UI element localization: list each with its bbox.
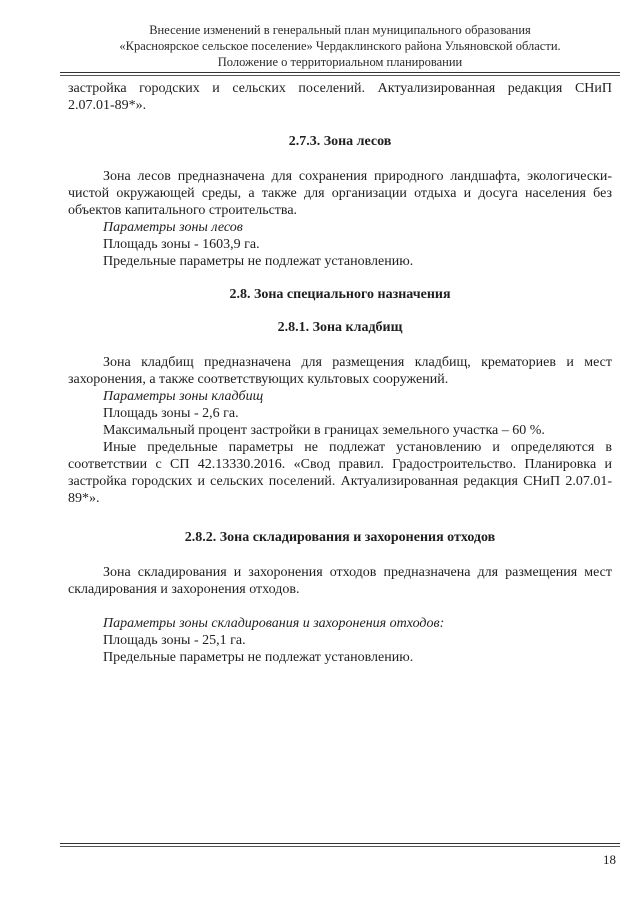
- page-header: [60, 22, 620, 70]
- page-number: 18: [603, 852, 616, 867]
- waste-limits: Предельные параметры не подлежат установлению.: [103, 650, 414, 665]
- cemetery-area: Площадь зоны - 2,6 га.: [103, 406, 239, 421]
- cemetery-heading: 2.8.1. Зона кладбищ: [277, 320, 403, 335]
- forest-text: Зона лесов предназначена для сохранения природного ландшафта, экологически-чистой окружающей среды, а также для организации отдыха и досуга населения без объектов капитального строительства.: [68, 169, 612, 218]
- cemetery-text: Зона кладбищ предназначена для размещения кладбищ, крематориев и мест захоронения, а также соответствующих культовых сооружений.: [68, 355, 612, 387]
- intro-paragraph: [68, 80, 612, 114]
- header-rule: [60, 72, 620, 73]
- forest-limits: Предельные параметры не подлежат установлению.: [103, 254, 414, 269]
- cemetery-section: [68, 354, 612, 507]
- cemetery-other: Иные предельные параметры не подлежат установлению и определяются в соответствии с СП 42.13330.2016. «Свод правил. Градостроительство. Планировка и застройка городских и сельских поселений. Актуализированная редакция СНиП 2.07.01-89*».: [68, 440, 612, 506]
- cemetery-max-percent: Максимальный процент застройки в границах земельного участка – 60 %.: [103, 423, 545, 438]
- intro-line-2: 2.07.01-89*».: [68, 98, 147, 113]
- waste-section: [68, 564, 612, 666]
- header-line-3: Положение о территориальном планировании: [217, 55, 463, 69]
- forest-params-title: Параметры зоны лесов: [103, 220, 243, 235]
- footer-rule: [60, 843, 620, 844]
- waste-heading: 2.8.2. Зона складирования и захоронения отходов: [184, 530, 496, 545]
- special-heading: 2.8. Зона специального назначения: [229, 287, 451, 302]
- waste-text: Зона складирования и захоронения отходов предназначена для размещения мест складирования и захоронения отходов.: [68, 565, 612, 597]
- cemetery-params-title: Параметры зоны кладбищ: [103, 389, 264, 404]
- forest-section: [68, 168, 612, 270]
- header-rule-thin: [60, 75, 620, 76]
- header-line-2: «Красноярское сельское поселение» Чердаклинского района Ульяновской области.: [119, 39, 561, 53]
- footer-rule-thin: [60, 846, 620, 847]
- intro-line-1: застройка городских и сельских поселений. Актуализированная редакция СНиП: [68, 81, 612, 96]
- waste-params-title: Параметры зоны складирования и захоронения отходов:: [103, 616, 445, 631]
- waste-area: Площадь зоны - 25,1 га.: [103, 633, 246, 648]
- header-line-1: Внесение изменений в генеральный план муниципального образования: [149, 23, 531, 37]
- forest-area: Площадь зоны - 1603,9 га.: [103, 237, 260, 252]
- forest-heading: 2.7.3. Зона лесов: [288, 134, 392, 149]
